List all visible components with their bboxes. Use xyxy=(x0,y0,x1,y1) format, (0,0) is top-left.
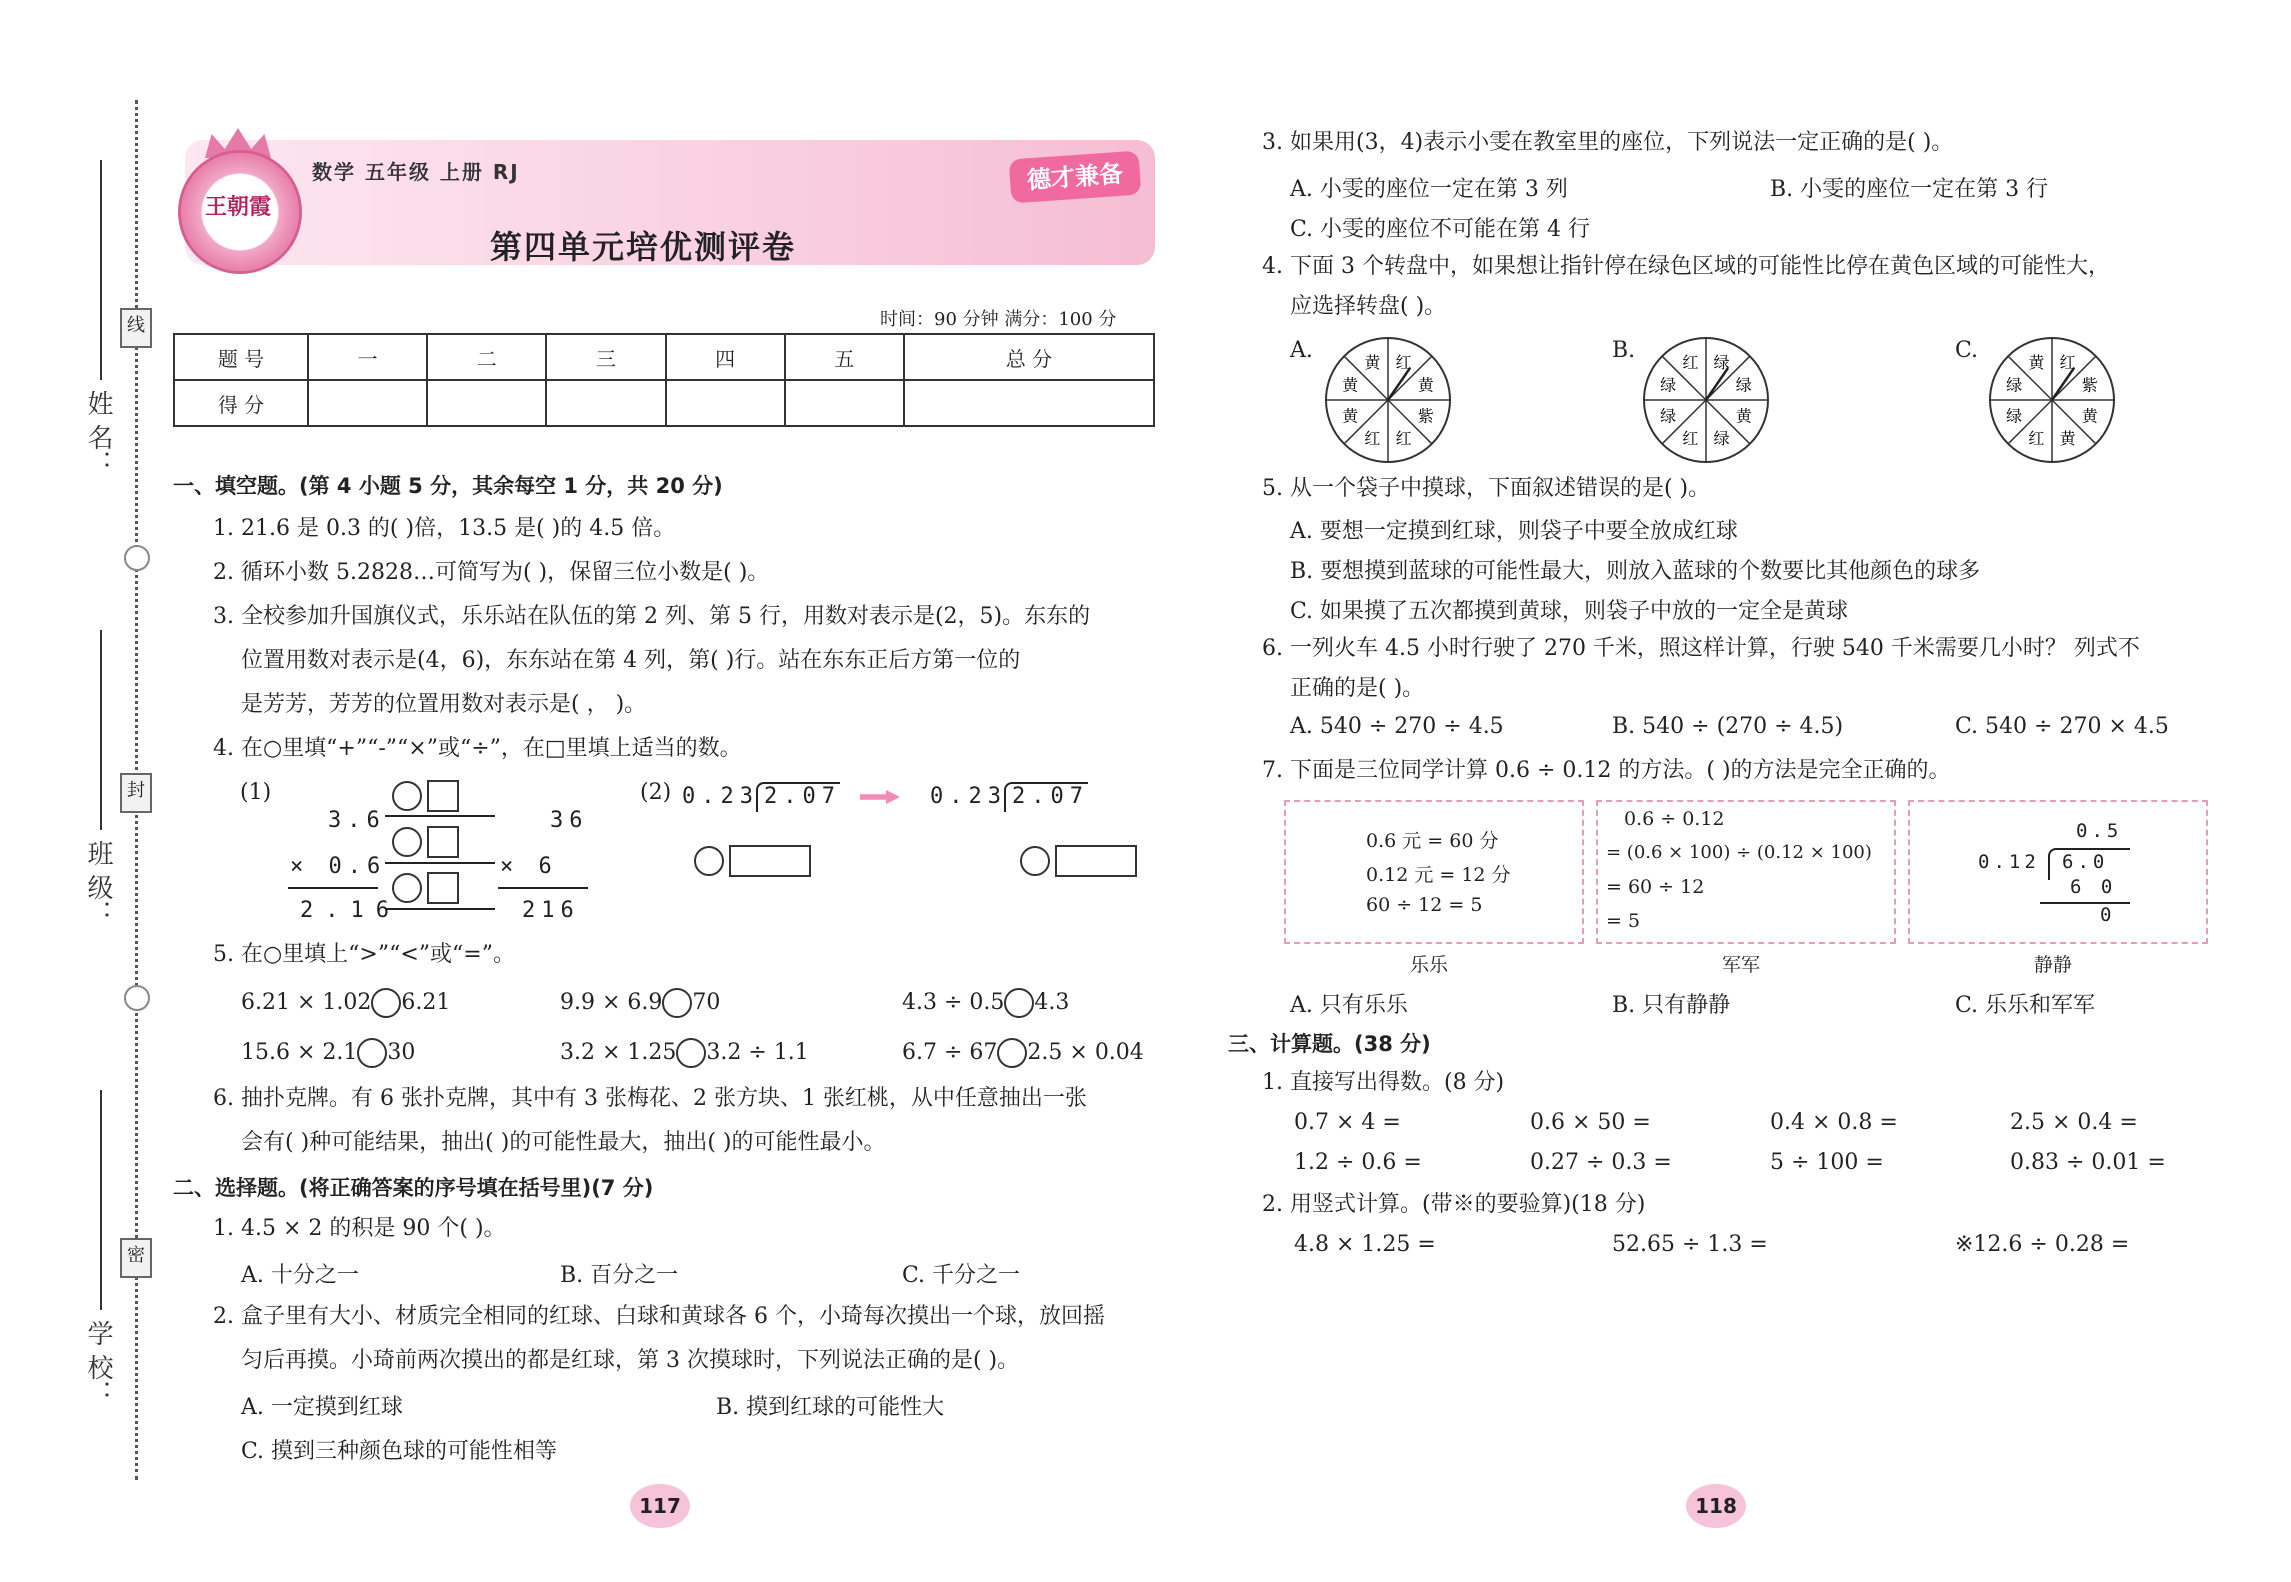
spinner-sector-label: 绿 xyxy=(1735,375,1752,395)
page-number-right: 118 xyxy=(1686,1484,1746,1528)
calc-b-result: 216 xyxy=(522,898,580,923)
page-title: 第四单元培优测评卷 xyxy=(490,228,797,266)
op-row-1 xyxy=(392,780,459,812)
spinner-sector-label: 绿 xyxy=(1713,428,1730,448)
spinner-sector-label: 绿 xyxy=(1660,375,1677,395)
score-blank-cell[interactable] xyxy=(308,380,427,426)
s2-q4-line1: 4. 下面 3 个转盘中，如果想让指针停在绿色区域的可能性比停在黄色区域的可能性大， xyxy=(1262,254,2110,279)
cmp-right: 4.3 xyxy=(1034,990,1070,1015)
score-header-cell: 五 xyxy=(785,334,904,380)
score-blank-cell[interactable] xyxy=(546,380,665,426)
spinner-sector-label: 红 xyxy=(2028,428,2045,448)
cmp-left: 9.9 × 6.9 xyxy=(560,990,663,1015)
spinner-sector-label: 红 xyxy=(1395,353,1412,373)
q4-part1-label: (1) xyxy=(240,780,272,805)
spinner-sector-label: 绿 xyxy=(1660,406,1677,426)
op-circle[interactable] xyxy=(1020,846,1050,876)
calc-item: 0.27 ÷ 0.3 = xyxy=(1530,1150,1672,1175)
calc-a-top: 3.6 xyxy=(328,808,386,833)
divisor-b: 0.23 xyxy=(930,784,1007,809)
s1-q3-line2: 位置用数对表示是(4，6)，东东站在第 4 列，第( )行。站在东东正后方第一位的 xyxy=(241,648,1021,673)
cmp-right: 2.5 × 0.04 xyxy=(1027,1040,1144,1065)
cmp-1 xyxy=(241,988,450,1018)
arrow-line xyxy=(385,908,495,910)
name-lele: 乐乐 xyxy=(1410,954,1449,976)
op-row-div-a xyxy=(694,845,811,877)
cmp-circle[interactable] xyxy=(676,1038,706,1068)
spinner-sector-label: 红 xyxy=(1682,428,1699,448)
calc-item: 0.7 × 4 = xyxy=(1294,1110,1401,1135)
s1-q5: 5. 在○里填上“>”“<”或“=”。 xyxy=(213,942,515,967)
score-header-cell: 三 xyxy=(546,334,665,380)
cmp-circle[interactable] xyxy=(371,988,401,1018)
calc-a-mid: × 0.6 xyxy=(290,854,387,879)
op-circle[interactable] xyxy=(694,846,724,876)
calc-a-result: 2.16 xyxy=(300,898,401,923)
section-1-heading: 一、填空题。(第 4 小题 5 分，其余每空 1 分，共 20 分) xyxy=(173,474,723,498)
arrow-line xyxy=(385,862,495,864)
s2-q3-opt-b: B. 小雯的座位一定在第 3 行 xyxy=(1770,177,2049,202)
spinner-sector-label: 黄 xyxy=(2081,406,2098,426)
score-blank-cell[interactable] xyxy=(785,380,904,426)
vertical-calc-item: 4.8 × 1.25 = xyxy=(1294,1232,1436,1257)
spinner-sector-label: 黄 xyxy=(1342,375,1359,395)
s2-q2-line2: 匀后再摸。小琦前两次摸出的都是红球，第 3 次摸球时，下列说法正确的是( )。 xyxy=(241,1348,1020,1373)
page-number-left: 117 xyxy=(630,1484,690,1528)
school-blank-line xyxy=(100,1090,102,1310)
s2-q3-opt-c: C. 小雯的座位不可能在第 4 行 xyxy=(1290,217,1591,242)
wheel-b-label: B. xyxy=(1612,338,1636,363)
cmp-left: 4.3 ÷ 0.5 xyxy=(902,990,1005,1015)
s2-q6-opt-a: A. 540 ÷ 270 ÷ 4.5 xyxy=(1290,714,1504,739)
box2-line3: = 60 ÷ 12 xyxy=(1606,876,1705,898)
num-box[interactable] xyxy=(427,872,459,904)
s2-q2-opt-c: C. 摸到三种颜色球的可能性相等 xyxy=(241,1439,558,1464)
name-junjun: 军军 xyxy=(1722,954,1761,976)
calc-b-top: 36 xyxy=(550,808,589,833)
s2-q2-opt-a: A. 一定摸到红球 xyxy=(241,1395,403,1420)
cmp-circle[interactable] xyxy=(1004,988,1034,1018)
cmp-6 xyxy=(902,1038,1144,1068)
wheel-c-label: C. xyxy=(1955,338,1979,363)
dividend-b: 2.07 xyxy=(1012,784,1089,809)
op-row-3 xyxy=(392,872,459,904)
score-header-cell: 一 xyxy=(308,334,427,380)
cmp-left: 15.6 × 2.1 xyxy=(241,1040,358,1065)
s2-q3: 3. 如果用(3，4)表示小雯在教室里的座位，下列说法一定正确的是( )。 xyxy=(1262,130,1954,155)
s2-q1-opt-c: C. 千分之一 xyxy=(902,1263,1021,1288)
s2-q2-line1: 2. 盒子里有大小、材质完全相同的红球、白球和黄球各 6 个，小琦每次摸出一个球，放回摇 xyxy=(213,1304,1105,1329)
s2-q6-opt-b: B. 540 ÷ (270 ÷ 4.5) xyxy=(1612,714,1844,739)
seal-box-secret: 密 xyxy=(120,1238,152,1278)
s1-q3-line3: 是芳芳，芳芳的位置用数对表示是( ， )。 xyxy=(241,692,647,717)
calc-item: 0.4 × 0.8 = xyxy=(1770,1110,1898,1135)
box2-line4: = 5 xyxy=(1606,910,1641,932)
calc-b-rule xyxy=(498,887,588,889)
vertical-calc-item: 52.65 ÷ 1.3 = xyxy=(1612,1232,1768,1257)
cmp-left: 6.21 × 1.02 xyxy=(241,990,372,1015)
box3-divisor: 0.12 xyxy=(1978,851,2040,873)
q4-part2-label: (2) xyxy=(640,780,672,805)
cmp-circle[interactable] xyxy=(357,1038,387,1068)
s1-q6-line2: 会有( )种可能结果，抽出( )的可能性最大，抽出( )的可能性最小。 xyxy=(241,1130,886,1155)
s2-q7: 7. 下面是三位同学计算 0.6 ÷ 0.12 的方法。( )的方法是完全正确的。 xyxy=(1262,758,1951,783)
spinner-sector-label: 黄 xyxy=(1417,375,1434,395)
s2-q6-line2: 正确的是( )。 xyxy=(1290,676,1425,701)
s2-q7-opt-c: C. 乐乐和军军 xyxy=(1955,993,2096,1018)
binding-hole xyxy=(124,545,150,571)
s2-q1-opt-a: A. 十分之一 xyxy=(241,1263,359,1288)
num-box[interactable] xyxy=(1055,845,1137,877)
spinner-sector-label: 绿 xyxy=(2006,375,2023,395)
cmp-right: 30 xyxy=(387,1040,416,1065)
spinner-sector-label: 紫 xyxy=(1417,406,1434,426)
num-box[interactable] xyxy=(427,780,459,812)
wheel-a-label: A. xyxy=(1290,338,1313,363)
logo-text: 王朝霞 xyxy=(204,195,271,220)
name-label: 姓 名： xyxy=(83,390,113,477)
s2-q5-opt-a: A. 要想一定摸到红球，则袋子中要全放成红球 xyxy=(1290,519,1738,544)
cmp-circle[interactable] xyxy=(997,1038,1027,1068)
section-2-heading: 二、选择题。(将正确答案的序号填在括号里)(7 分) xyxy=(173,1176,654,1200)
score-header-cell: 四 xyxy=(666,334,785,380)
spinner-sector-label: 黄 xyxy=(1364,353,1381,373)
cmp-right: 6.21 xyxy=(401,990,451,1015)
spinner-sector-label: 红 xyxy=(1395,428,1412,448)
s1-q3-line1: 3. 全校参加升国旗仪式，乐乐站在队伍的第 2 列、第 5 行，用数对表示是(2，5)。东东的 xyxy=(213,604,1091,629)
calc-item: 0.6 × 50 = xyxy=(1530,1110,1651,1135)
box3-dividend: 6.0 xyxy=(2062,851,2109,873)
s2-q5-opt-b: B. 要想摸到蓝球的可能性最大，则放入蓝球的个数要比其他颜色的球多 xyxy=(1290,559,1981,584)
spinner-b xyxy=(1636,330,1776,470)
calc-item: 1.2 ÷ 0.6 = xyxy=(1294,1150,1422,1175)
cmp-3 xyxy=(902,988,1069,1018)
score-header-cell: 总 分 xyxy=(904,334,1154,380)
s1-q4: 4. 在○里填“+”“-”“×”或“÷”，在□里填上适当的数。 xyxy=(213,736,742,761)
cmp-circle[interactable] xyxy=(662,988,692,1018)
name-jingjing: 静静 xyxy=(2034,954,2073,976)
spinner-sector-label: 黄 xyxy=(1342,406,1359,426)
s2-q5: 5. 从一个袋子中摸球，下面叙述错误的是( )。 xyxy=(1262,476,1711,501)
score-header-cell: 二 xyxy=(427,334,546,380)
spinner-a xyxy=(1318,330,1458,470)
calc-b-mid: × 6 xyxy=(500,854,558,879)
calc-item: 2.5 × 0.4 = xyxy=(2010,1110,2138,1135)
class-blank-line xyxy=(100,630,102,830)
subject-line: 数学 五年级 上册 RJ xyxy=(312,160,520,184)
class-label: 班 级： xyxy=(83,840,113,927)
spinner-sector-label: 绿 xyxy=(1713,353,1730,373)
s3-q1: 1. 直接写出得数。(8 分) xyxy=(1262,1070,1505,1095)
score-table xyxy=(173,333,1155,427)
spinner-sector-label: 紫 xyxy=(2081,375,2098,395)
motto-badge: 德才兼备 xyxy=(1009,151,1142,204)
s2-q3-opt-a: A. 小雯的座位一定在第 3 列 xyxy=(1290,177,1568,202)
box3-remainder: 0 xyxy=(2100,904,2112,926)
calc-a-rule xyxy=(288,887,378,889)
box1-line3: 60 ÷ 12 = 5 xyxy=(1366,894,1483,916)
op-circle[interactable] xyxy=(392,827,422,857)
op-circle[interactable] xyxy=(392,873,422,903)
seal-box-line: 线 xyxy=(120,308,152,348)
spinner-sector-label: 黄 xyxy=(1735,406,1752,426)
s2-q1-opt-b: B. 百分之一 xyxy=(560,1263,679,1288)
spinner-sector-label: 红 xyxy=(1364,428,1381,448)
s1-q2: 2. 循环小数 5.2828…可简写为( )，保留三位小数是( )。 xyxy=(213,560,770,585)
s2-q7-opt-b: B. 只有静静 xyxy=(1612,993,1731,1018)
box1-line1: 0.6 元 = 60 分 xyxy=(1366,830,1499,852)
s2-q5-opt-c: C. 如果摸了五次都摸到黄球，则袋子中放的一定全是黄球 xyxy=(1290,599,1849,624)
cmp-left: 6.7 ÷ 67 xyxy=(902,1040,998,1065)
box2-line1: 0.6 ÷ 0.12 xyxy=(1624,808,1725,830)
score-header-cell: 题 号 xyxy=(174,334,308,380)
vertical-calc-item: ※12.6 ÷ 0.28 = xyxy=(1955,1232,2130,1257)
num-box[interactable] xyxy=(729,845,811,877)
dividend-a: 2.07 xyxy=(764,784,841,809)
score-blank-cell[interactable] xyxy=(427,380,546,426)
s2-q2-opt-b: B. 摸到红球的可能性大 xyxy=(716,1395,945,1420)
divisor-a: 0.23 xyxy=(682,784,759,809)
calc-item: 0.83 ÷ 0.01 = xyxy=(2010,1150,2166,1175)
op-circle[interactable] xyxy=(392,781,422,811)
seal-box-seal: 封 xyxy=(120,773,152,813)
op-row-div-b xyxy=(1020,845,1137,877)
cmp-4 xyxy=(241,1038,415,1068)
arrow-right-icon xyxy=(860,790,900,804)
s1-q6-line1: 6. 抽扑克牌。有 6 张扑克牌，其中有 3 张梅花、2 张方块、1 张红桃，从中任意抽出一张 xyxy=(213,1086,1087,1111)
s1-q1: 1. 21.6 是 0.3 的( )倍，13.5 是( )的 4.5 倍。 xyxy=(213,516,676,541)
spinner-sector-label: 绿 xyxy=(2006,406,2023,426)
section-3-heading: 三、计算题。(38 分) xyxy=(1228,1032,1431,1056)
s2-q7-opt-a: A. 只有乐乐 xyxy=(1290,993,1408,1018)
score-blank-cell[interactable] xyxy=(904,380,1154,426)
score-blank-cell[interactable] xyxy=(666,380,785,426)
cmp-5 xyxy=(560,1038,809,1068)
s2-q6-line1: 6. 一列火车 4.5 小时行驶了 270 千米，照这样计算，行驶 540 千米需要几小时？ 列式不 xyxy=(1262,636,2140,661)
name-blank-line xyxy=(100,160,102,380)
spinner-sector-label: 黄 xyxy=(2028,353,2045,373)
spinner-sector-label: 黄 xyxy=(2059,428,2076,448)
num-box[interactable] xyxy=(427,826,459,858)
op-row-2 xyxy=(392,826,459,858)
spinner-c xyxy=(1982,330,2122,470)
cmp-right: 70 xyxy=(692,990,721,1015)
s2-q6-opt-c: C. 540 ÷ 270 × 4.5 xyxy=(1955,714,2169,739)
box1-line2: 0.12 元 = 12 分 xyxy=(1366,864,1511,886)
cmp-left: 3.2 × 1.25 xyxy=(560,1040,677,1065)
cmp-2 xyxy=(560,988,720,1018)
box2-line2: = (0.6 × 100) ÷ (0.12 × 100) xyxy=(1606,842,1872,863)
school-label: 学 校： xyxy=(83,1320,113,1407)
box3-sub: 6 0 xyxy=(2070,876,2117,898)
s3-q2: 2. 用竖式计算。(带※的要验算)(18 分) xyxy=(1262,1192,1646,1217)
s2-q4-line2: 应选择转盘( )。 xyxy=(1290,294,1447,319)
score-row-label: 得 分 xyxy=(174,380,308,426)
box3-rule xyxy=(2040,902,2130,904)
s2-q1: 1. 4.5 × 2 的积是 90 个( )。 xyxy=(213,1216,506,1241)
calc-item: 5 ÷ 100 = xyxy=(1770,1150,1884,1175)
arrow-line xyxy=(385,815,495,817)
spinner-sector-label: 红 xyxy=(2059,353,2076,373)
box3-quotient: 0.5 xyxy=(2076,820,2123,842)
binding-hole xyxy=(124,985,150,1011)
time-info: 时间：90 分钟 满分：100 分 xyxy=(880,309,1117,330)
cmp-right: 3.2 ÷ 1.1 xyxy=(706,1040,809,1065)
spinner-sector-label: 红 xyxy=(1682,353,1699,373)
